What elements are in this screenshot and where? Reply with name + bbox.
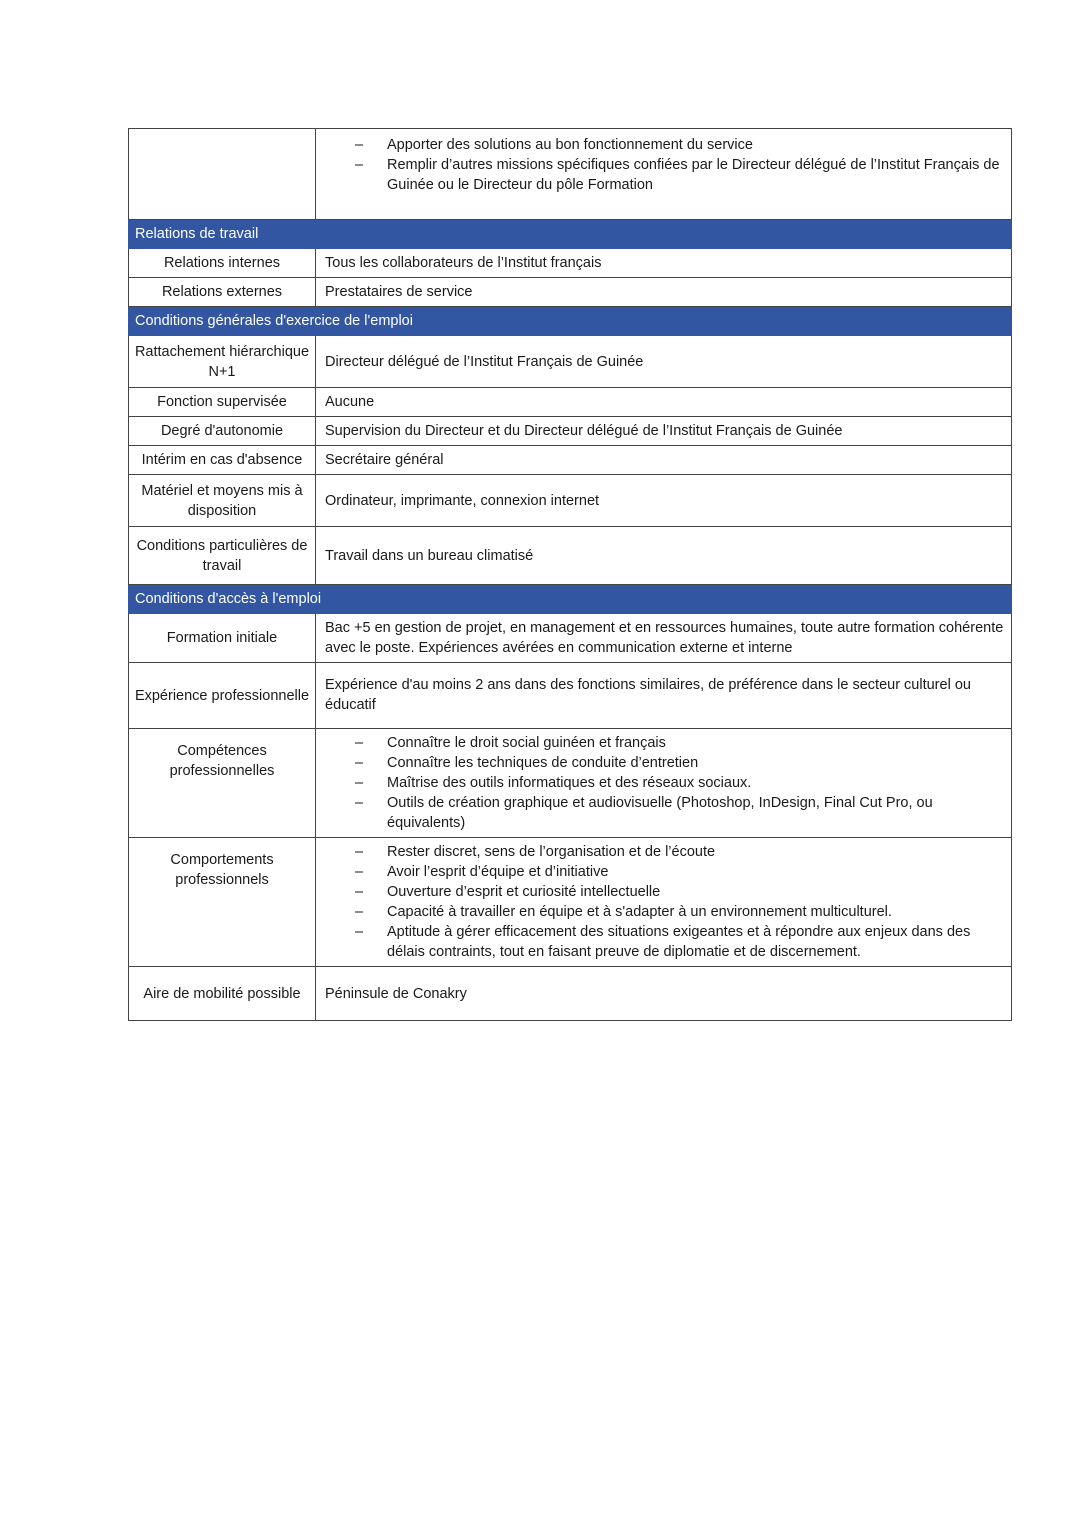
row-value: Directeur délégué de l’Institut Français de Guinée: [316, 336, 1012, 388]
row-label: Fonction supervisée: [129, 388, 316, 417]
list-item: – Outils de création graphique et audiovisuelle (Photoshop, InDesign, Final Cut Pro, ou équivalents): [325, 793, 1005, 833]
row-value: Tous les collaborateurs de l’Institut français: [316, 249, 1012, 278]
row-label: Formation initiale: [129, 614, 316, 663]
table-row: [129, 614, 1012, 663]
competences-cell: [316, 729, 1012, 838]
list-item: – Remplir d’autres missions spécifiques confiées par le Directeur délégué de l’Institut Français de Guinée ou le Directeur du pôle Formation: [325, 155, 1005, 195]
table-row: [129, 475, 1012, 527]
table-row: [129, 967, 1012, 1021]
table-row: [129, 663, 1012, 729]
list-item: – Maîtrise des outils informatiques et des réseaux sociaux.: [325, 773, 1005, 793]
row-value: Secrétaire général: [316, 446, 1012, 475]
section-header-conditions: [129, 307, 1012, 336]
competences-list: [325, 733, 1005, 833]
row-value: Aucune: [316, 388, 1012, 417]
list-item: – Ouverture d’esprit et curiosité intellectuelle: [325, 882, 1005, 902]
row-label: Matériel et moyens mis à disposition: [129, 475, 316, 527]
list-item: – Connaître les techniques de conduite d’entretien: [325, 753, 1005, 773]
comportements-list: [325, 842, 1005, 962]
missions-continued-row: [129, 129, 1012, 220]
document-page: [128, 128, 1012, 1021]
row-label: Intérim en cas d'absence: [129, 446, 316, 475]
row-value: Péninsule de Conakry: [316, 967, 1012, 1021]
table-row: [129, 336, 1012, 388]
row-label: Expérience professionnelle: [129, 663, 316, 729]
row-label: Rattachement hiérarchique N+1: [129, 336, 316, 388]
empty-label-cell: [129, 129, 316, 220]
table-row: [129, 729, 1012, 838]
list-item: – Connaître le droit social guinéen et français: [325, 733, 1005, 753]
row-label: Relations internes: [129, 249, 316, 278]
table-row: [129, 838, 1012, 967]
list-item: – Apporter des solutions au bon fonctionnement du service: [325, 135, 1005, 155]
table-row: [129, 388, 1012, 417]
row-label: Degré d'autonomie: [129, 417, 316, 446]
row-value: Prestataires de service: [316, 278, 1012, 307]
list-item: – Aptitude à gérer efficacement des situations exigeantes et à répondre aux enjeux dans des délais contraints, tout en faisant preuve de diplomatie et de discernement.: [325, 922, 1005, 962]
job-description-table: [128, 128, 1012, 1021]
missions-list: [325, 133, 1005, 195]
row-label: Relations externes: [129, 278, 316, 307]
section-title: Conditions générales d'exercice de l'emploi: [129, 307, 1012, 336]
table-row: [129, 446, 1012, 475]
section-header-acces: [129, 585, 1012, 614]
table-row: [129, 527, 1012, 585]
row-label: Aire de mobilité possible: [129, 967, 316, 1021]
row-value: Supervision du Directeur et du Directeur délégué de l’Institut Français de Guinée: [316, 417, 1012, 446]
list-item: – Capacité à travailler en équipe et à s'adapter à un environnement multiculturel.: [325, 902, 1005, 922]
row-value: Ordinateur, imprimante, connexion internet: [316, 475, 1012, 527]
row-label: Conditions particulières de travail: [129, 527, 316, 585]
list-item: – Rester discret, sens de l’organisation et de l’écoute: [325, 842, 1005, 862]
row-label: Compétences professionnelles: [129, 729, 316, 838]
section-header-relations: [129, 220, 1012, 249]
section-title: Conditions d'accès à l'emploi: [129, 585, 1012, 614]
table-row: [129, 417, 1012, 446]
list-item: – Avoir l’esprit d’équipe et d’initiative: [325, 862, 1005, 882]
row-value: Bac +5 en gestion de projet, en management et en ressources humaines, toute autre formation cohérente avec le poste. Expériences avérées en communication externe et interne: [316, 614, 1012, 663]
table-row: [129, 249, 1012, 278]
missions-cell: [316, 129, 1012, 220]
row-value: Travail dans un bureau climatisé: [316, 527, 1012, 585]
section-title: Relations de travail: [129, 220, 1012, 249]
row-value: Expérience d'au moins 2 ans dans des fonctions similaires, de préférence dans le secteur culturel ou éducatif: [316, 663, 1012, 729]
comportements-cell: [316, 838, 1012, 967]
row-label: Comportements professionnels: [129, 838, 316, 967]
table-row: [129, 278, 1012, 307]
